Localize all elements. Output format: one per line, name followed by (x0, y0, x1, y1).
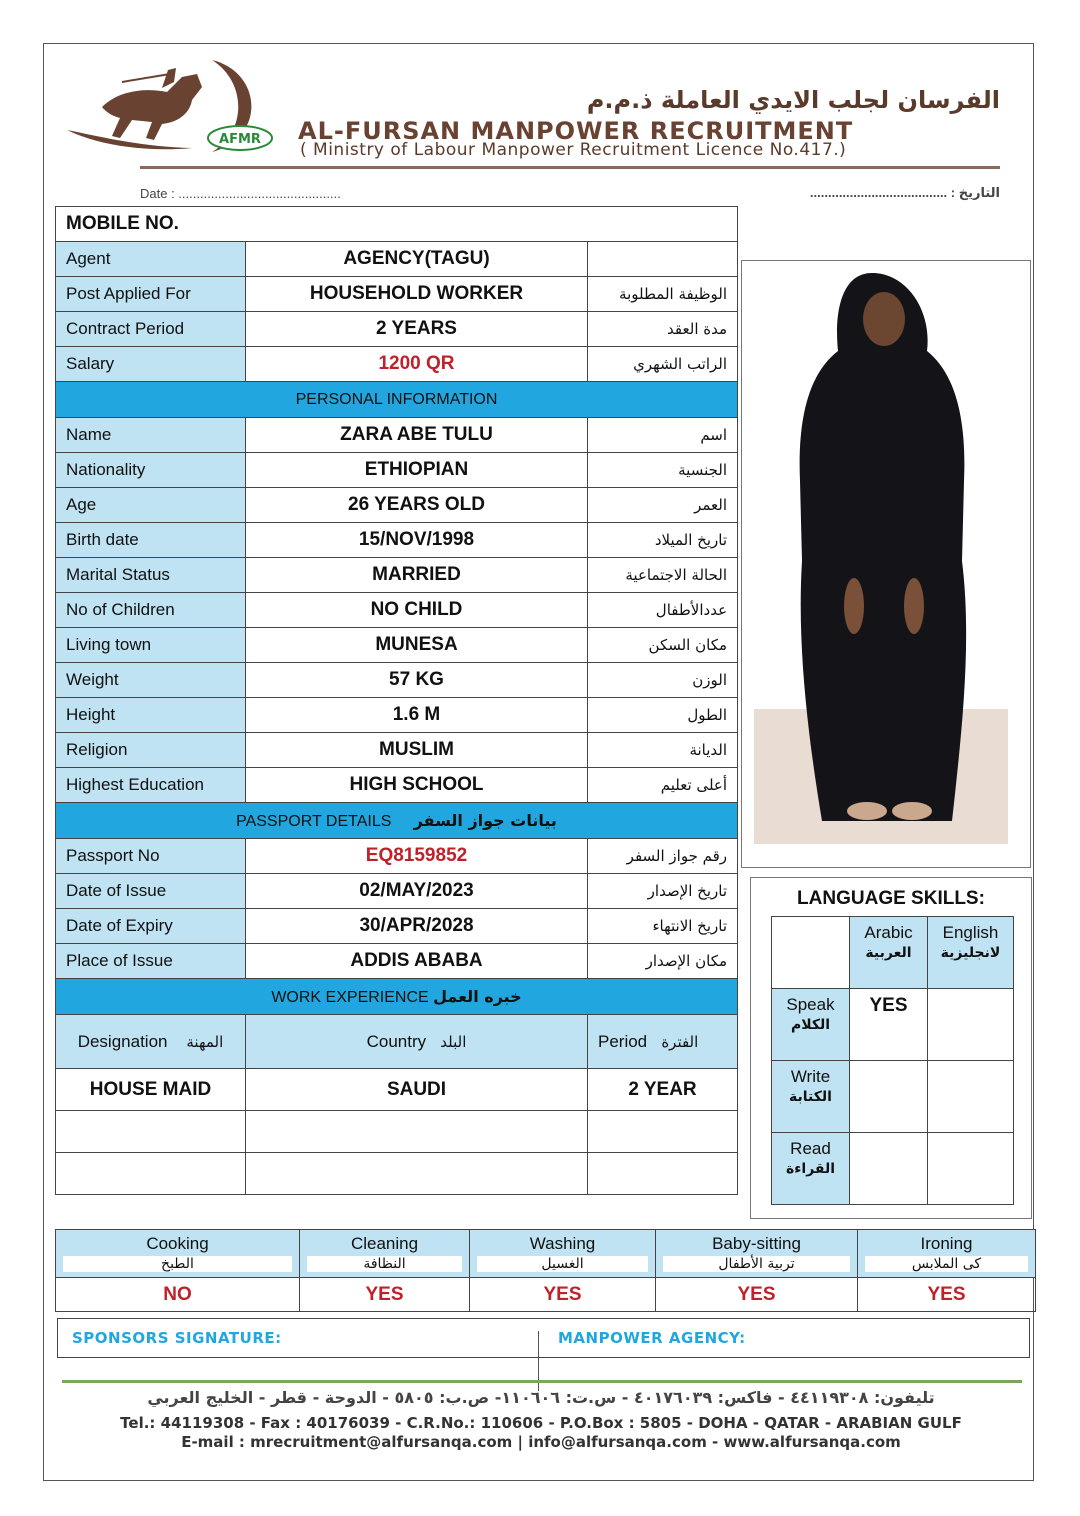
field-label: Salary (56, 347, 246, 382)
speak-arabic-value: YES (850, 989, 928, 1061)
passport-number-value: EQ8159852 (246, 839, 588, 874)
english-col-en: English (942, 923, 999, 942)
footer-email: E-mail : mrecruitment@alfursanqa.com | info@alfursanqa.com - www.alfursanqa.com (181, 1433, 901, 1451)
speak-label (772, 989, 850, 1061)
write-arabic-value (850, 1061, 928, 1133)
field-label-ar: عددالأطفال (588, 593, 738, 628)
skills-table (55, 1229, 1036, 1312)
skill-value: YES (300, 1278, 470, 1312)
table-row (56, 242, 738, 277)
section-header (56, 803, 738, 839)
section-header (56, 979, 738, 1015)
field-label: Name (56, 418, 246, 453)
table-row (56, 453, 738, 488)
skill-name-ar: الطبخ (63, 1256, 292, 1272)
field-label-ar: الديانة (588, 733, 738, 768)
read-en: Read (790, 1139, 831, 1158)
horse-rider-logo-icon (62, 52, 292, 162)
personal-info-title: PERSONAL INFORMATION (56, 382, 738, 418)
field-label-ar: العمر (588, 488, 738, 523)
work-designation: HOUSE MAID (56, 1069, 246, 1111)
country-label-ar: البلد (440, 1032, 467, 1051)
table-row (56, 768, 738, 803)
field-label: Contract Period (56, 312, 246, 347)
field-value: MARRIED (246, 558, 588, 593)
language-table (771, 916, 1014, 1205)
field-value: 2 YEARS (246, 312, 588, 347)
arabic-col-ar: العربية (865, 945, 912, 961)
field-value: 15/NOV/1998 (246, 523, 588, 558)
field-value: 26 YEARS OLD (246, 488, 588, 523)
passport-title-en: PASSPORT DETAILS (236, 812, 392, 830)
field-label-ar: تاريخ الإصدار (588, 874, 738, 909)
field-label-ar: الطول (588, 698, 738, 733)
work-period (588, 1111, 738, 1153)
date-label-en: Date : ............................................. (140, 186, 341, 201)
field-label: Birth date (56, 523, 246, 558)
work-designation (56, 1153, 246, 1195)
write-en: Write (790, 1067, 831, 1086)
field-value: AGENCY(TAGU) (246, 242, 588, 277)
field-label-ar: الراتب الشهري (588, 347, 738, 382)
skill-name-ar: الغسيل (477, 1256, 648, 1272)
field-value: NO CHILD (246, 593, 588, 628)
field-label-ar: اسم (588, 418, 738, 453)
work-designation (56, 1111, 246, 1153)
sponsor-signature-label: SPONSORS SIGNATURE: (72, 1329, 282, 1347)
write-english-value (928, 1061, 1014, 1133)
field-value: ADDIS ABABA (246, 944, 588, 979)
skill-name-ar: كى الملابس (865, 1256, 1028, 1272)
skill-name-ar: تربية الأطفال (663, 1256, 850, 1272)
field-label: Age (56, 488, 246, 523)
field-label: No of Children (56, 593, 246, 628)
table-row (56, 698, 738, 733)
country-label: Country (366, 1031, 427, 1051)
field-label-ar (588, 242, 738, 277)
write-label (772, 1061, 850, 1133)
read-ar: القراءة (785, 1161, 836, 1177)
field-label-ar: أعلى تعليم (588, 768, 738, 803)
skill-name: Ironing (920, 1234, 973, 1253)
field-label: Height (56, 698, 246, 733)
table-row (56, 1069, 738, 1111)
field-label-ar: الجنسية (588, 453, 738, 488)
table-row (56, 523, 738, 558)
skill-name-ar: النظافة (307, 1256, 462, 1272)
footer-divider (62, 1380, 1022, 1383)
table-row (772, 989, 1014, 1061)
field-label: Place of Issue (56, 944, 246, 979)
skill-name: Cooking (146, 1234, 209, 1253)
table-row (56, 628, 738, 663)
table-row (772, 1061, 1014, 1133)
table-row (56, 874, 738, 909)
field-label: Nationality (56, 453, 246, 488)
work-period: 2 YEAR (588, 1069, 738, 1111)
skill-name: Cleaning (350, 1234, 419, 1253)
skill-name: Baby-sitting (712, 1234, 801, 1253)
skill-value: YES (858, 1278, 1036, 1312)
logo-text: AFMR (219, 132, 261, 147)
table-row (56, 312, 738, 347)
field-label: Weight (56, 663, 246, 698)
skill-header (470, 1230, 656, 1278)
country-header (246, 1015, 588, 1069)
table-row (56, 418, 738, 453)
table-row (56, 488, 738, 523)
field-value: 02/MAY/2023 (246, 874, 588, 909)
speak-en: Speak (786, 995, 835, 1014)
field-label: Religion (56, 733, 246, 768)
field-value: MUSLIM (246, 733, 588, 768)
table-row (56, 1111, 738, 1153)
field-label: Marital Status (56, 558, 246, 593)
field-value: MUNESA (246, 628, 588, 663)
field-label-ar: تاريخ الانتهاء (588, 909, 738, 944)
field-value: 30/APR/2028 (246, 909, 588, 944)
work-country: SAUDI (246, 1069, 588, 1111)
table-row (56, 1153, 738, 1195)
designation-label: Designation (77, 1031, 168, 1051)
company-name-arabic: الفرسان لجلب الايدي العاملة ذ.م.م (586, 86, 1000, 114)
english-col-ar: لانجليزية (940, 945, 1001, 961)
field-label-ar: الحالة الاجتماعية (588, 558, 738, 593)
work-header-row (56, 1015, 738, 1069)
skills-value-row (56, 1278, 1036, 1312)
field-label-ar: الوزن (588, 663, 738, 698)
skill-value: YES (470, 1278, 656, 1312)
field-value: HIGH SCHOOL (246, 768, 588, 803)
signature-box (57, 1318, 1030, 1358)
table-row (56, 277, 738, 312)
field-label-ar: رقم جواز السفر (588, 839, 738, 874)
company-name-english: AL-FURSAN MANPOWER RECRUITMENT (298, 117, 854, 145)
skill-value: YES (656, 1278, 858, 1312)
applicant-photo-icon (742, 261, 1030, 867)
field-label: Highest Education (56, 768, 246, 803)
arabic-column-header (850, 917, 928, 989)
skill-header (858, 1230, 1036, 1278)
empty-corner-cell (772, 917, 850, 989)
table-row (772, 917, 1014, 989)
cv-table (55, 206, 738, 1195)
period-label: Period (598, 1031, 648, 1051)
read-english-value (928, 1133, 1014, 1205)
designation-header (56, 1015, 246, 1069)
table-row (56, 909, 738, 944)
field-value: 57 KG (246, 663, 588, 698)
table-row (56, 663, 738, 698)
field-label: Agent (56, 242, 246, 277)
passport-title-ar: بيانات جواز السفر (413, 810, 557, 830)
date-label-ar: ...................................... : التاريخ (809, 185, 1000, 200)
header-divider (140, 166, 1000, 169)
skill-header (300, 1230, 470, 1278)
skill-header (656, 1230, 858, 1278)
field-value: HOUSEHOLD WORKER (246, 277, 588, 312)
section-header (56, 382, 738, 418)
footer-contact: Tel.: 44119308 - Fax : 40176039 - C.R.No.: 110606 - P.O.Box : 5805 - DOHA - QATAR - ARABIAN GULF (120, 1414, 962, 1432)
field-label: Living town (56, 628, 246, 663)
skill-value: NO (56, 1278, 300, 1312)
work-title-en: WORK EXPERIENCE (271, 988, 429, 1006)
salary-value: 1200 QR (246, 347, 588, 382)
field-label-ar: مدة العقد (588, 312, 738, 347)
field-value: 1.6 M (246, 698, 588, 733)
read-label (772, 1133, 850, 1205)
work-experience-title (56, 979, 738, 1015)
field-label: Post Applied For (56, 277, 246, 312)
field-value: ZARA ABE TULU (246, 418, 588, 453)
table-row (56, 944, 738, 979)
field-label: Date of Expiry (56, 909, 246, 944)
table-row (56, 839, 738, 874)
table-row (56, 733, 738, 768)
read-arabic-value (850, 1133, 928, 1205)
language-skills-box (750, 877, 1032, 1219)
language-skills-title: LANGUAGE SKILLS: (797, 888, 985, 909)
speak-english-value (928, 989, 1014, 1061)
speak-ar: الكلام (790, 1017, 831, 1033)
skills-header-row (56, 1230, 1036, 1278)
mobile-row (56, 207, 738, 242)
field-label-ar: تاريخ الميلاد (588, 523, 738, 558)
manpower-agency-label: MANPOWER AGENCY: (558, 1329, 746, 1347)
work-title-ar: خبره العمل (433, 986, 522, 1006)
skill-name: Washing (529, 1234, 596, 1253)
field-label: Passport No (56, 839, 246, 874)
write-ar: الكتابة (789, 1089, 832, 1105)
field-label-ar: الوظيفة المطلوبة (588, 277, 738, 312)
work-country (246, 1153, 588, 1195)
english-column-header (928, 917, 1014, 989)
licence-text: ( Ministry of Labour Manpower Recruitment Licence No.417.) (300, 140, 847, 160)
applicant-photo (741, 260, 1031, 868)
table-row (56, 593, 738, 628)
field-label-ar: مكان السكن (588, 628, 738, 663)
period-label-ar: الفترة (661, 1032, 699, 1051)
footer-arabic: تليفون: ٤٤١١٩٣٠٨ - فاكس: ٤٠١٧٦٠٣٩ - س.ت: ١١٠٦٠٦- ص.ب: ٥٨٠٥ - الدوحة - قطر - الخليج العربي (147, 1388, 935, 1407)
passport-details-title (56, 803, 738, 839)
work-country (246, 1111, 588, 1153)
work-period (588, 1153, 738, 1195)
table-row (56, 558, 738, 593)
designation-label-ar: المهنة (186, 1032, 224, 1051)
field-value: ETHIOPIAN (246, 453, 588, 488)
arabic-col-en: Arabic (864, 923, 913, 942)
skill-header (56, 1230, 300, 1278)
mobile-label: MOBILE NO. (56, 207, 738, 242)
field-label-ar: مكان الإصدار (588, 944, 738, 979)
field-label: Date of Issue (56, 874, 246, 909)
table-row (56, 347, 738, 382)
period-header (588, 1015, 738, 1069)
table-row (772, 1133, 1014, 1205)
